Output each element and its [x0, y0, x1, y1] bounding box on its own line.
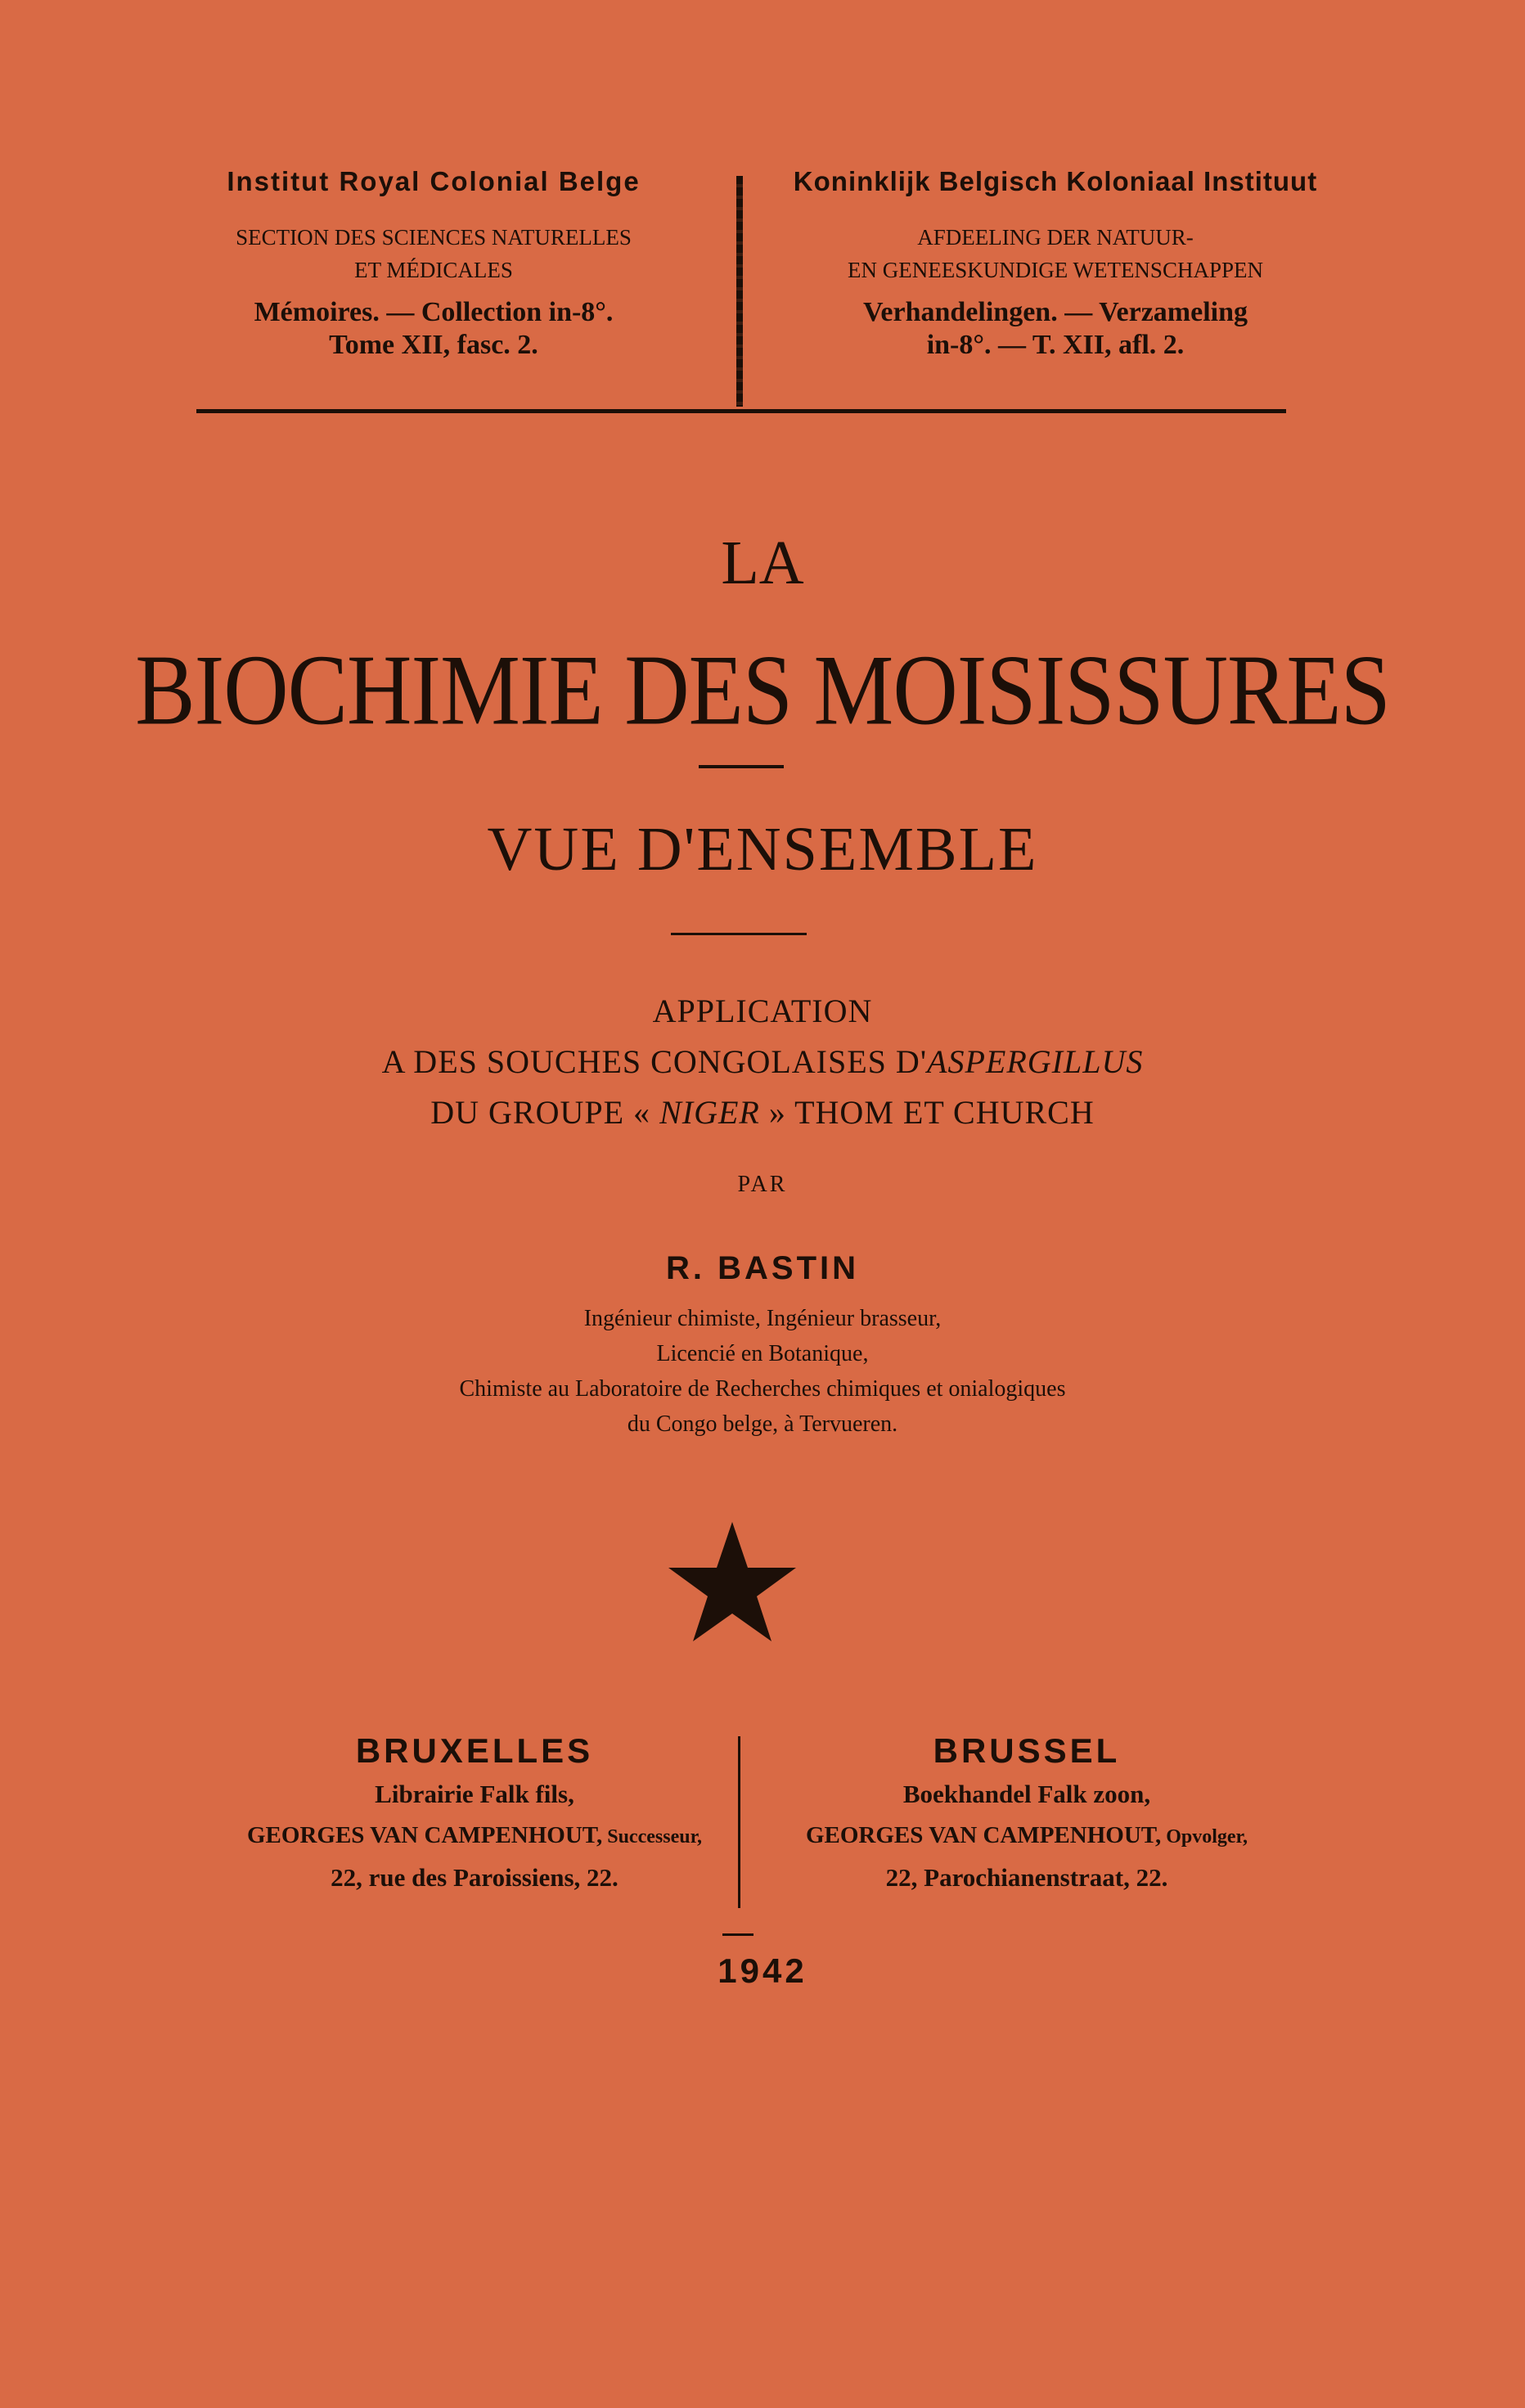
section-name-nl — [785, 221, 1325, 286]
publisher-line-2 — [205, 1815, 745, 1857]
title-separator — [699, 765, 784, 768]
section-line-2: EN GENEESKUNDIGE WETENSCHAPPEN — [848, 258, 1263, 282]
subtitle: VUE D'ENSEMBLE — [487, 815, 1038, 884]
publication-year: 1942 — [718, 1951, 807, 1990]
series-line-2: in-8°. — T. XII, afl. 2. — [926, 330, 1185, 360]
series-info-fr — [172, 296, 695, 362]
publisher-city-fr: BRUXELLES — [355, 1731, 594, 1770]
publisher-column-divider — [738, 1736, 740, 1908]
publisher-city-nl: BRUSSEL — [933, 1731, 1121, 1770]
series-info-nl — [785, 296, 1325, 362]
application-block — [0, 986, 1525, 1138]
header-right — [785, 164, 1325, 362]
author-credentials — [0, 1301, 1525, 1442]
credential-line: Licencié en Botanique, — [656, 1341, 869, 1366]
application-line-3-prefix: DU GROUPE « — [430, 1094, 660, 1131]
star-icon — [667, 1520, 798, 1643]
species-group-name: NIGER — [659, 1094, 760, 1131]
year-separator — [722, 1933, 754, 1936]
section-line-2: ET MÉDICALES — [354, 258, 513, 282]
section-line-1: AFDEELING DER NATUUR- — [917, 225, 1194, 250]
publisher-line-3: 22, rue des Paroissiens, 22. — [331, 1863, 619, 1892]
section-line-1: SECTION DES SCIENCES NATURELLES — [236, 225, 632, 250]
institute-name-nl: Koninklijk Belgisch Koloniaal Instituut — [793, 166, 1318, 196]
publisher-role: Opvolger, — [1161, 1826, 1248, 1848]
publisher-line-2 — [745, 1815, 1309, 1857]
subtitle-separator — [671, 933, 807, 935]
publisher-right — [745, 1728, 1309, 1898]
genus-name: ASPERGILLUS — [927, 1043, 1144, 1080]
section-name-fr — [172, 221, 695, 286]
publisher-name: GEORGES VAN CAMPENHOUT, — [805, 1822, 1162, 1848]
publisher-name: GEORGES VAN CAMPENHOUT, — [246, 1822, 603, 1848]
header-rule — [196, 409, 1286, 413]
publisher-line-1: Librairie Falk fils, — [375, 1780, 574, 1808]
institute-name-fr: Institut Royal Colonial Belge — [227, 166, 641, 196]
main-title: BIOCHIMIE DES MOISISSURES — [135, 633, 1390, 746]
publisher-left — [205, 1728, 745, 1898]
author-name: R. BASTIN — [666, 1250, 859, 1286]
header-left — [172, 164, 695, 362]
credential-line: du Congo belge, à Tervueren. — [627, 1411, 898, 1437]
publisher-role: Successeur, — [602, 1826, 703, 1848]
application-line-2-text: A DES SOUCHES CONGOLAISES D' — [381, 1043, 928, 1080]
application-line-2 — [0, 1037, 1525, 1087]
credential-line: Ingénieur chimiste, Ingénieur brasseur, — [583, 1306, 942, 1331]
application-line-3 — [0, 1087, 1525, 1138]
series-line-2: Tome XII, fasc. 2. — [329, 330, 538, 360]
series-line-1: Verhandelingen. — Verzameling — [862, 297, 1248, 327]
application-line-1: APPLICATION — [652, 992, 873, 1029]
publisher-line-1: Boekhandel Falk zoon, — [902, 1780, 1151, 1808]
header-column-divider — [736, 176, 743, 407]
by-label: PAR — [737, 1172, 788, 1197]
series-line-1: Mémoires. — Collection in-8°. — [254, 297, 614, 327]
credential-line: Chimiste au Laboratoire de Recherches chimiques et onialogiques — [459, 1376, 1066, 1402]
publisher-line-3: 22, Parochianenstraat, 22. — [885, 1863, 1168, 1892]
title-article: LA — [721, 529, 804, 597]
application-line-3-suffix: » THOM ET CHURCH — [759, 1094, 1095, 1131]
